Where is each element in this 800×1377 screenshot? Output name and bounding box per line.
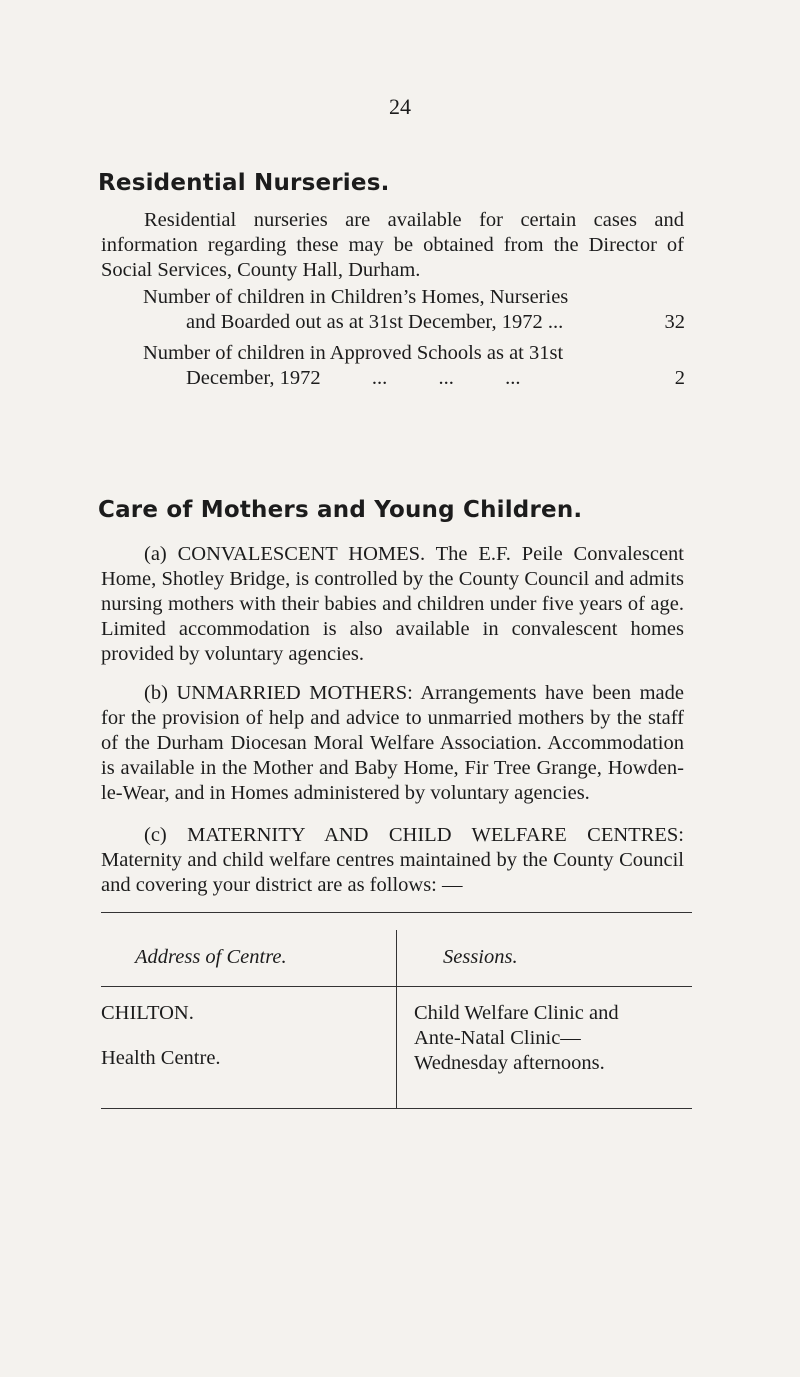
page-number: 24 (389, 94, 411, 119)
table-column-divider (396, 930, 397, 1108)
session-line: Child Welfare Clinic and (414, 1002, 619, 1024)
residential-intro-paragraph: Residential nurseries are available for certain cases and information regarding these may be obtained from the Director of Social Services, County Hall, Durham. (101, 209, 684, 281)
session-line: Wednesday afternoons. (414, 1052, 605, 1074)
approved-schools-stat (143, 341, 685, 391)
stat-label-line2: December, 1972 ... ... ... (186, 367, 521, 389)
stat-label-line1: Number of children in Children’s Homes, Nurseries (143, 286, 569, 308)
welfare-centres-paragraph: (c) MATERNITY AND CHILD WELFARE CENTRES: Maternity and child welfare centres maintained by the County Council and covering your district are as follows: — (101, 824, 684, 896)
stat-label-line2-row (143, 310, 685, 335)
table-row (101, 1001, 221, 1071)
convalescent-homes-paragraph: (a) CONVALESCENT HOMES. The E.F. Peile Convalescent Home, Shotley Bridge, is controlled by the County Council and admits nursing mothers with their babies and children under five years of age. Limited accommodation is also available in convalescent homes provided by voluntary agencies. (101, 543, 684, 665)
care-of-mothers-heading: Care of Mothers and Young Children. (98, 497, 583, 523)
children-homes-stat (143, 285, 685, 335)
sessions-cell (414, 1001, 619, 1076)
stat-label-line2: and Boarded out as at 31st December, 1972 ... (186, 311, 564, 333)
stat-value: 2 (674, 367, 685, 389)
centre-name: CHILTON. (101, 1002, 194, 1024)
centre-type: Health Centre. (101, 1047, 221, 1069)
table-header-rule (101, 986, 692, 987)
stat-label-line1: Number of children in Approved Schools as at 31st (143, 342, 564, 364)
unmarried-mothers-paragraph: (b) UNMARRIED MOTHERS: Arrangements have been made for the provision of help and advice to unmarried mothers by the staff of the Durham Diocesan Moral Welfare Association. Accommodation is available in the Mother and Baby Home, Fir Tree Grange, Howden-le-Wear, and in Homes administered by voluntary agencies. (101, 682, 684, 804)
address-column-header: Address of Centre. (135, 946, 287, 968)
stat-label-line2-row (143, 366, 685, 391)
table-bottom-rule (101, 1108, 692, 1109)
residential-nurseries-heading: Residential Nurseries. (98, 170, 390, 196)
session-line: Ante-Natal Clinic— (414, 1027, 581, 1049)
table-top-rule (101, 912, 692, 913)
sessions-column-header: Sessions. (443, 946, 518, 968)
centres-table (101, 912, 692, 1112)
stat-value: 32 (664, 311, 685, 333)
